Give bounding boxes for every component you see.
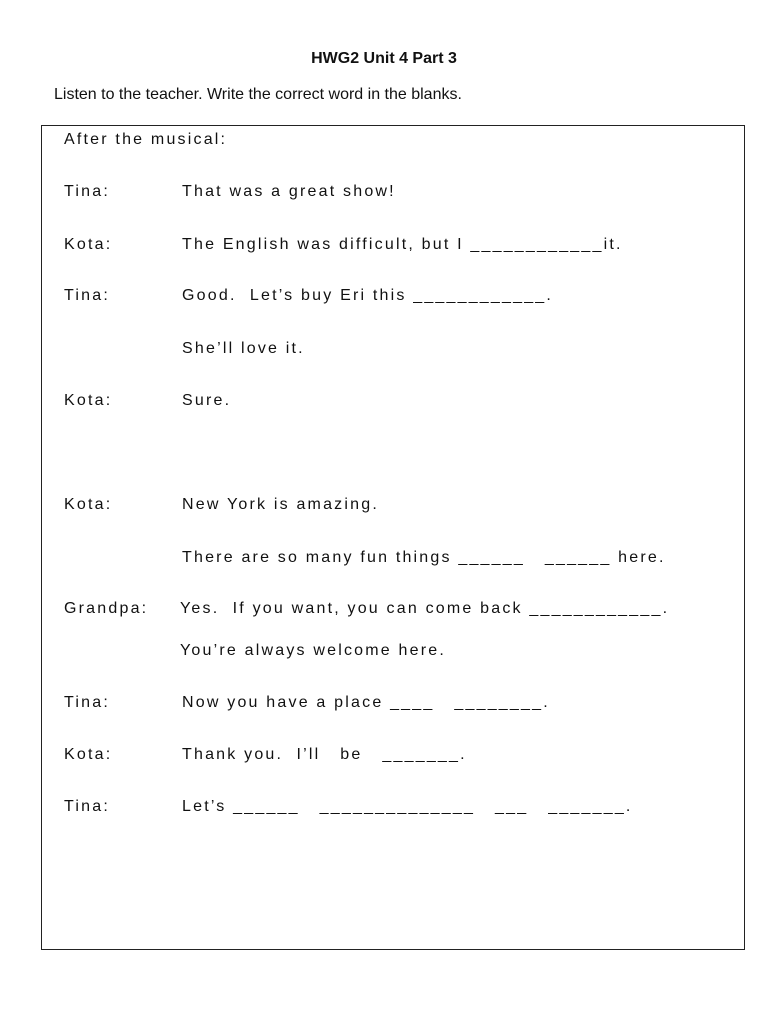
instructions: Listen to the teacher. Write the correct word in the blanks. xyxy=(54,86,462,103)
dialogue-heading xyxy=(64,131,228,153)
utterance-text: She’ll love it. xyxy=(182,340,305,357)
speaker-name: Kota: xyxy=(64,746,113,763)
dialogue-line xyxy=(64,642,724,664)
utterance-text: Let’s ______ ______________ ___ _______. xyxy=(182,798,633,815)
speaker-name: Grandpa: xyxy=(64,600,149,617)
speaker-name: Tina: xyxy=(64,287,110,304)
utterance-text: There are so many fun things ______ ______ here. xyxy=(182,549,666,566)
dialogue-line xyxy=(64,694,724,716)
utterance-text: You’re always welcome here. xyxy=(180,642,447,659)
worksheet-title: HWG2 Unit 4 Part 3 xyxy=(311,50,457,67)
dialogue xyxy=(64,126,744,949)
utterance-text: New York is amazing. xyxy=(182,496,379,513)
heading-text: After the musical: xyxy=(64,131,228,148)
speaker-name: Tina: xyxy=(64,798,110,815)
utterance-text: Thank you. I’ll be _______. xyxy=(182,746,467,763)
dialogue-line xyxy=(64,340,724,362)
utterance-text: Now you have a place ____ ________. xyxy=(182,694,550,711)
speaker-name: Kota: xyxy=(64,392,113,409)
utterance-text: Yes. If you want, you can come back ____________. xyxy=(180,600,670,617)
utterance-text: Sure. xyxy=(182,392,232,409)
speaker-name: Tina: xyxy=(64,183,110,200)
dialogue-line xyxy=(64,798,724,820)
dialogue-line xyxy=(64,600,724,622)
dialogue-line xyxy=(64,392,724,414)
dialogue-line xyxy=(64,236,724,258)
dialogue-line xyxy=(64,183,724,205)
speaker-name: Kota: xyxy=(64,496,113,513)
dialogue-line xyxy=(64,287,724,309)
speaker-name: Tina: xyxy=(64,694,110,711)
dialogue-box xyxy=(41,125,745,950)
utterance-text: Good. Let’s buy Eri this ____________. xyxy=(182,287,554,304)
dialogue-line xyxy=(64,496,724,518)
utterance-text: The English was difficult, but I ____________it. xyxy=(182,236,623,253)
dialogue-line xyxy=(64,549,724,571)
speaker-name: Kota: xyxy=(64,236,113,253)
dialogue-line xyxy=(64,746,724,768)
utterance-text: That was a great show! xyxy=(182,183,396,200)
